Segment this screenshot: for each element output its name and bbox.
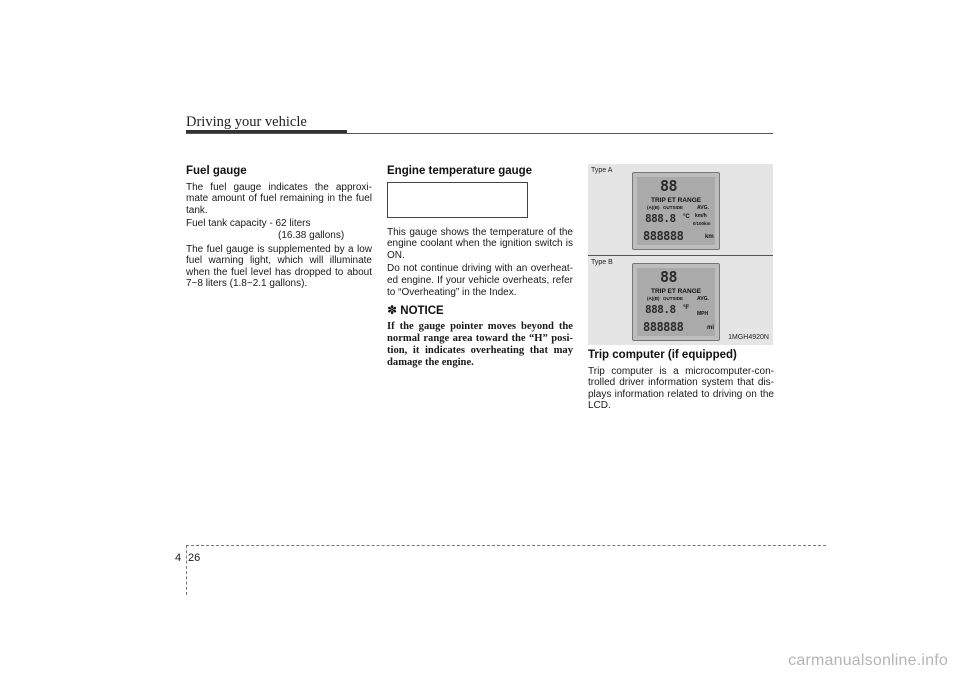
lcd-km-label: km <box>705 234 714 240</box>
fuel-gauge-intro: The fuel gauge indicates the approxi-mate amount of fuel remaining in the fuel tank. <box>186 181 372 216</box>
lcd-mi-label: mi <box>707 325 715 331</box>
lcd-degree-label: °F <box>683 305 690 311</box>
lcd-avg-label: AVG. <box>697 296 709 302</box>
section-title: Driving your vehicle <box>186 114 307 130</box>
notice-title: NOTICE <box>400 305 444 318</box>
trip-computer-figure <box>588 164 773 345</box>
lcd-display-type-a <box>632 172 720 250</box>
figure-code: 1MGH4920N <box>728 334 769 341</box>
page-number: 26 <box>188 552 201 564</box>
lcd-avg-label: AVG. <box>697 205 709 211</box>
lcd-bottom-digits: 888888 <box>643 229 684 243</box>
engine-temp-heading: Engine temperature gauge <box>387 165 533 177</box>
lcd-outside-label: OUTSIDE <box>663 205 684 210</box>
figure-divider <box>588 255 773 256</box>
engine-temp-section <box>387 166 573 372</box>
notice-heading <box>387 305 573 318</box>
lcd-mid-digits: 888.8 <box>645 303 676 316</box>
footer-rule <box>186 545 826 546</box>
lcd-top-digits: 88 <box>660 268 678 286</box>
trip-computer-desc: Trip computer is a microcomputer-con-trolled driver information system that dis-plays information related to driving on the LCD. <box>588 365 774 412</box>
lcd-kmh-label: km/h <box>695 213 707 219</box>
lcd-ab-label: (A)(B) <box>647 296 660 301</box>
type-b-label: Type B <box>591 259 613 266</box>
engine-temp-desc-2: Do not continue driving with an overheat-ed engine. If your vehicle overheats, refer to “Overheating” in the Index. <box>387 263 573 298</box>
lcd-outside-label: OUTSIDE <box>663 296 684 301</box>
fuel-gauge-heading: Fuel gauge <box>186 165 247 177</box>
notice-star-icon: ✽ <box>387 303 398 318</box>
notice-text: If the gauge pointer moves beyond the normal range area toward the “H” posi-tion, it indicates overheating that may damage the engine. <box>387 320 573 369</box>
footer-vertical-rule <box>186 545 187 595</box>
fuel-tank-capacity-gallons: (16.38 gallons) <box>278 229 345 241</box>
fuel-warning-text: The fuel gauge is supplemented by a low fuel warning light, which will illuminate when the fuel level has dropped to about 7~8 liters (1.8~2.1 gallons). <box>186 243 372 290</box>
header-rule <box>186 133 773 134</box>
trip-computer-heading: Trip computer (if equipped) <box>588 349 737 361</box>
chapter-number: 4 <box>175 552 182 564</box>
lcd-mid-digits: 888.8 <box>645 212 676 225</box>
watermark: carmanualsonline.info <box>788 652 948 669</box>
lcd-degree-label: °C <box>683 214 690 220</box>
lcd-display-type-b <box>632 263 720 341</box>
fuel-gauge-section <box>186 166 372 292</box>
trip-computer-section <box>588 350 774 414</box>
fuel-tank-capacity: Fuel tank capacity - 62 liters <box>186 218 311 230</box>
lcd-top-digits: 88 <box>660 177 678 195</box>
lcd-mph-label: MPH <box>697 311 709 317</box>
lcd-bottom-digits: 888888 <box>643 320 684 334</box>
lcd-ab-label: (A)(B) <box>647 205 660 210</box>
engine-temp-desc-1: This gauge shows the temperature of the engine coolant when the ignition switch is ON. <box>387 226 573 261</box>
engine-temp-gauge-image <box>387 182 528 218</box>
lcd-mode-labels: TRIP ET RANGE <box>651 197 702 204</box>
lcd-mode-labels: TRIP ET RANGE <box>651 288 702 295</box>
type-a-label: Type A <box>591 167 613 174</box>
lcd-l100km-label: ℓ/100km <box>693 221 711 226</box>
